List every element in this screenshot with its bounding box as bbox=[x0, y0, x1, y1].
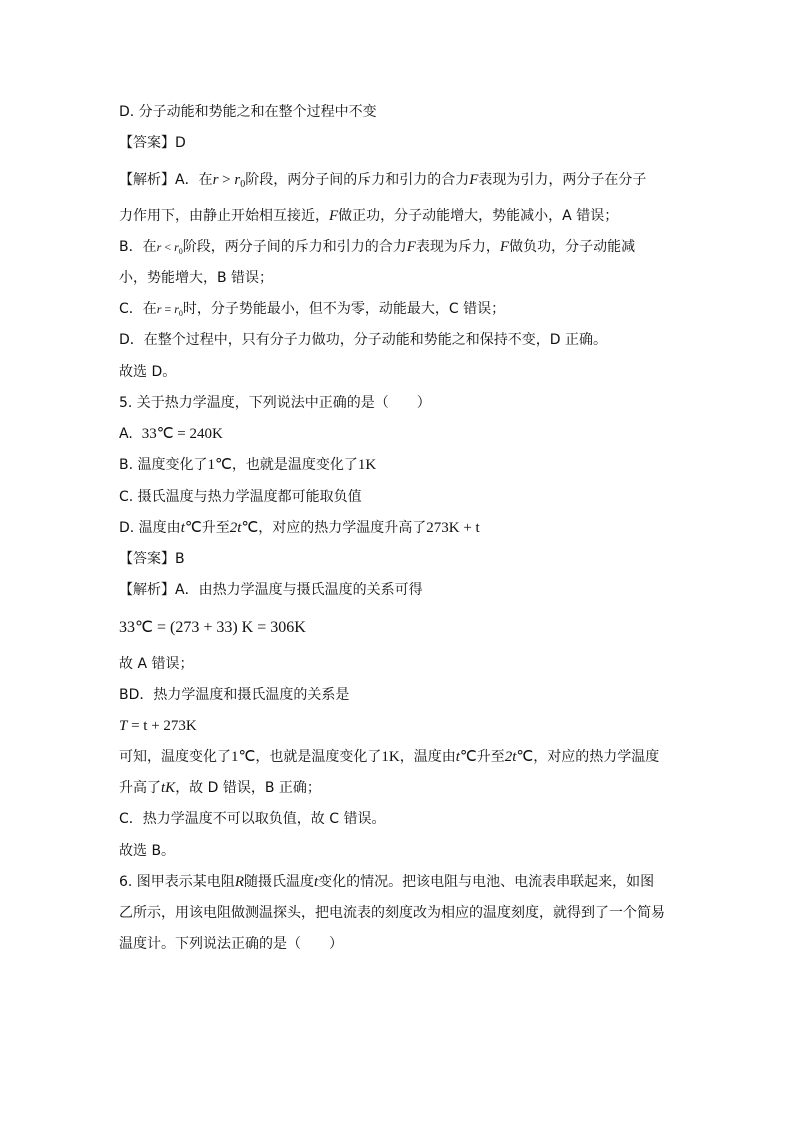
math-F: F bbox=[329, 208, 339, 224]
math-r0: r bbox=[174, 240, 179, 254]
q6-stem-line1 bbox=[119, 872, 654, 892]
q4-explanation-d: D．在整个过程中，只有分子力做功，分子动能和势能之和保持不变，D 正确。 bbox=[119, 332, 608, 348]
math-expr: 1K bbox=[381, 749, 400, 765]
q4-answer: 【答案】D bbox=[119, 135, 186, 151]
math-unit: ℃ bbox=[184, 520, 202, 536]
math-op: < bbox=[161, 240, 175, 254]
q5-equation-1 bbox=[119, 618, 306, 638]
q5-option-c: C. 摄氏温度与热力学温度都可能取负值 bbox=[119, 489, 362, 505]
math-expr: 1℃ bbox=[207, 457, 232, 473]
q5-option-b bbox=[119, 455, 376, 475]
math-t: t bbox=[180, 520, 185, 536]
text: 6. 图甲表示某电阻 bbox=[119, 874, 235, 890]
text: B．在 bbox=[119, 239, 157, 255]
q5-equation-2 bbox=[119, 716, 197, 736]
text: ，也就是温度变化了 bbox=[255, 749, 382, 765]
q4-explanation-a-line1 bbox=[119, 170, 646, 195]
math-sub: 0 bbox=[178, 247, 183, 256]
math-op: = bbox=[161, 302, 175, 316]
q4-option-d: D. 分子动能和势能之和在整个过程中不变 bbox=[119, 104, 377, 120]
math-sub: 0 bbox=[178, 309, 183, 318]
math-r0: r bbox=[234, 172, 241, 188]
math-expr: = t + 273K bbox=[127, 718, 197, 734]
math-unit: ℃ bbox=[459, 749, 477, 765]
math-expr: 33℃ = 240K bbox=[141, 426, 223, 442]
q5-explanation-c: C．热力学温度不可以取负值，故 C 错误。 bbox=[119, 811, 386, 827]
text: 表现为斥力， bbox=[415, 239, 500, 255]
text: 做正功，分子动能增大，势能减小，A 错误； bbox=[338, 208, 619, 224]
text: 表现为引力，两分子在分子 bbox=[478, 172, 647, 188]
math-r: r bbox=[156, 240, 162, 254]
q5-explanation-a: 【解析】A．由热力学温度与摄氏温度的关系可得 bbox=[119, 582, 423, 598]
text: 阶段，两分子间的斥力和引力的合力 bbox=[182, 239, 407, 255]
text: 升至 bbox=[201, 520, 230, 536]
q5-explanation-k2 bbox=[119, 778, 321, 798]
text: 可知，温度变化了 bbox=[119, 749, 231, 765]
math-2t: 2t bbox=[229, 520, 242, 536]
math-T: T bbox=[119, 718, 128, 734]
q4-explanation-b-line1 bbox=[119, 237, 635, 262]
text: 力作用下，由静止开始相互接近， bbox=[119, 208, 329, 224]
math-expr: tK bbox=[161, 780, 176, 796]
q4-explanation-b-line2: 小，势能增大，B 错误； bbox=[119, 270, 274, 286]
math-unit: ℃ bbox=[241, 520, 259, 536]
q5-stem: 5. 关于热力学温度，下列说法中正确的是（ ） bbox=[119, 395, 431, 411]
math-F: F bbox=[406, 239, 416, 255]
text: ，温度由 bbox=[399, 749, 456, 765]
math-expr: 33℃ = (273 + 33) K = 306K bbox=[119, 619, 306, 636]
text: A. bbox=[119, 426, 133, 442]
math-F: F bbox=[499, 239, 510, 255]
math-unit: ℃ bbox=[516, 749, 534, 765]
text: 升高了 bbox=[119, 780, 161, 796]
q5-explanation-k1 bbox=[119, 747, 659, 767]
math-t: t bbox=[313, 874, 319, 890]
q5-explanation-bd: BD．热力学温度和摄氏温度的关系是 bbox=[119, 687, 350, 703]
math-r: r bbox=[156, 302, 162, 316]
q4-explanation-c bbox=[119, 299, 505, 324]
math-op: > bbox=[218, 172, 235, 188]
q4-choose: 故选 D。 bbox=[119, 364, 177, 380]
q5-answer: 【答案】B bbox=[119, 551, 185, 567]
q5-explanation-a-end: 故 A 错误； bbox=[119, 656, 194, 672]
text: ，对应的热力学温度 bbox=[533, 749, 660, 765]
math-expr: 1K bbox=[357, 457, 377, 473]
math-R: R bbox=[234, 874, 244, 890]
text: 时，分子势能最小，但不为零，动能最大，C 错误； bbox=[182, 301, 506, 317]
q5-option-a bbox=[119, 424, 223, 444]
math-expr: 273K + t bbox=[426, 520, 480, 536]
text: 升至 bbox=[476, 749, 505, 765]
math-F: F bbox=[469, 172, 479, 188]
q4-explanation-a-line2 bbox=[119, 206, 618, 226]
math-expr: 1℃ bbox=[231, 749, 256, 765]
q6-stem-line2: 乙所示，用该电阻做测温探头，把电流表的刻度改为相应的温度刻度，就得到了一个简易 bbox=[119, 905, 665, 921]
text: 【解析】A．在 bbox=[119, 172, 213, 188]
text: B. 温度变化了 bbox=[119, 457, 208, 473]
math-r: r bbox=[212, 172, 219, 188]
text: C．在 bbox=[119, 301, 157, 317]
text: D. 温度由 bbox=[119, 520, 181, 536]
math-t: t bbox=[455, 749, 460, 765]
text: 变化的情况。把该电阻与电池、电流表串联起来，如图 bbox=[318, 874, 655, 890]
q5-choose: 故选 B。 bbox=[119, 843, 176, 859]
q5-option-d bbox=[119, 518, 480, 538]
text: 做负功，分子动能减 bbox=[509, 239, 636, 255]
text: 随摄氏温度 bbox=[243, 874, 314, 890]
text: ，故 D 错误，B 正确； bbox=[175, 780, 321, 796]
math-sub: 0 bbox=[240, 179, 246, 190]
text: ，对应的热力学温度升高了 bbox=[258, 520, 427, 536]
text: ，也就是温度变化了 bbox=[231, 457, 358, 473]
math-r0: r bbox=[174, 302, 179, 316]
q6-stem-line3: 温度计。下列说法正确的是（ ） bbox=[119, 936, 343, 952]
math-2t: 2t bbox=[504, 749, 517, 765]
text: 阶段，两分子间的斥力和引力的合力 bbox=[245, 172, 470, 188]
